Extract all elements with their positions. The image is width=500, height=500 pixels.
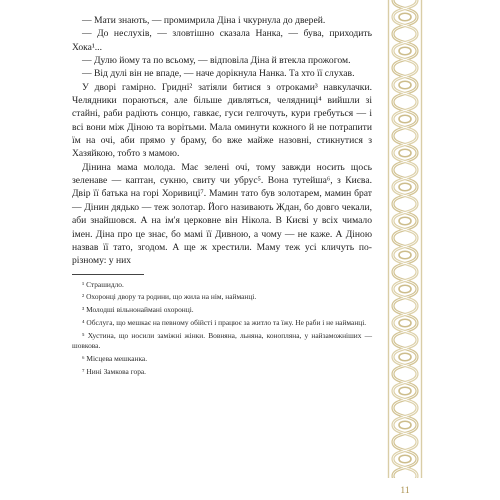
footnotes xyxy=(72,280,372,378)
body-paragraph: Дінина мама молода. Має зелені очі, тому завжди носить щось зеленаве — каптан, сукню, свиту чи убрус⁵. Вона тутейша⁶, з Києва. Двір її батька на горі Хоривиці⁷. Мамин тато був золотарем, мамин брат — Дінин дядько — теж золотар. Його називають Ждан, бо довго чекали, аби знайшовся. А на ім'я церковне він Нікола. В Києві у всіх чимало імен. Діна про це знає, бо мамі її Дивною, а чому — не каже. А Діною назвав її тато, згодом. А ще ж хрестили. Маму теж усі кличуть по-різному: у них xyxy=(72,161,372,267)
main-text xyxy=(72,14,372,380)
body-paragraph: — Мати знають, — промимрила Діна і чкурнула до дверей. xyxy=(82,15,326,26)
footnote: ⁶ Місцева мешканка. xyxy=(82,354,148,364)
footnote: ⁴ Обслуга, що мешкає на певному обійсті і працює за житло та їжу. Не раби і не найманці. xyxy=(82,317,367,327)
footnote: ² Охоронці двору та родини, що жила на нім, найманці. xyxy=(82,292,257,302)
body-paragraph: — Дулю йому та по всьому, — відповіла Діна й втекла прожогом. xyxy=(82,55,351,67)
body-paragraph: У дворі гамірно. Гридні² затіяли битися з отроками³ навкулачки. Челядники пораються, але більше дивляться, челядниці⁴ вийшли зі стайні, раби радіють сонцю, гавкає, гуси гелгочуть, кури гребуться — і всі вони між Діною та ворітьми. Мала оминути кожного й не потрапити їм на очі, аби прямо у браму, бо вже майже назовні, стикнутися з Хазяйкою, тобто з мамою. xyxy=(72,81,372,160)
body-paragraph: — Від дулі він не впаде, — наче дорікнула Нанка. Та хто її слухав. xyxy=(82,68,355,80)
body-paragraph: — До неслухів, — зловтішно сказала Нанка, — бува, приходить Хока¹... xyxy=(72,28,372,53)
ornamental-border-icon xyxy=(385,0,425,500)
footnote-divider xyxy=(72,274,144,275)
footnote: ³ Молодші вільнонаймані охоронці. xyxy=(82,305,194,315)
footnote: ⁵ Хустина, що носили заміжні жінки. Вовняна, льняна, конопляна, у найзаможніших — шовкова. xyxy=(72,330,372,351)
footnote: ⁷ Нині Замкова гора. xyxy=(82,366,147,376)
footnote: ¹ Страшидло. xyxy=(82,279,124,289)
page-number: 11 xyxy=(400,486,410,496)
